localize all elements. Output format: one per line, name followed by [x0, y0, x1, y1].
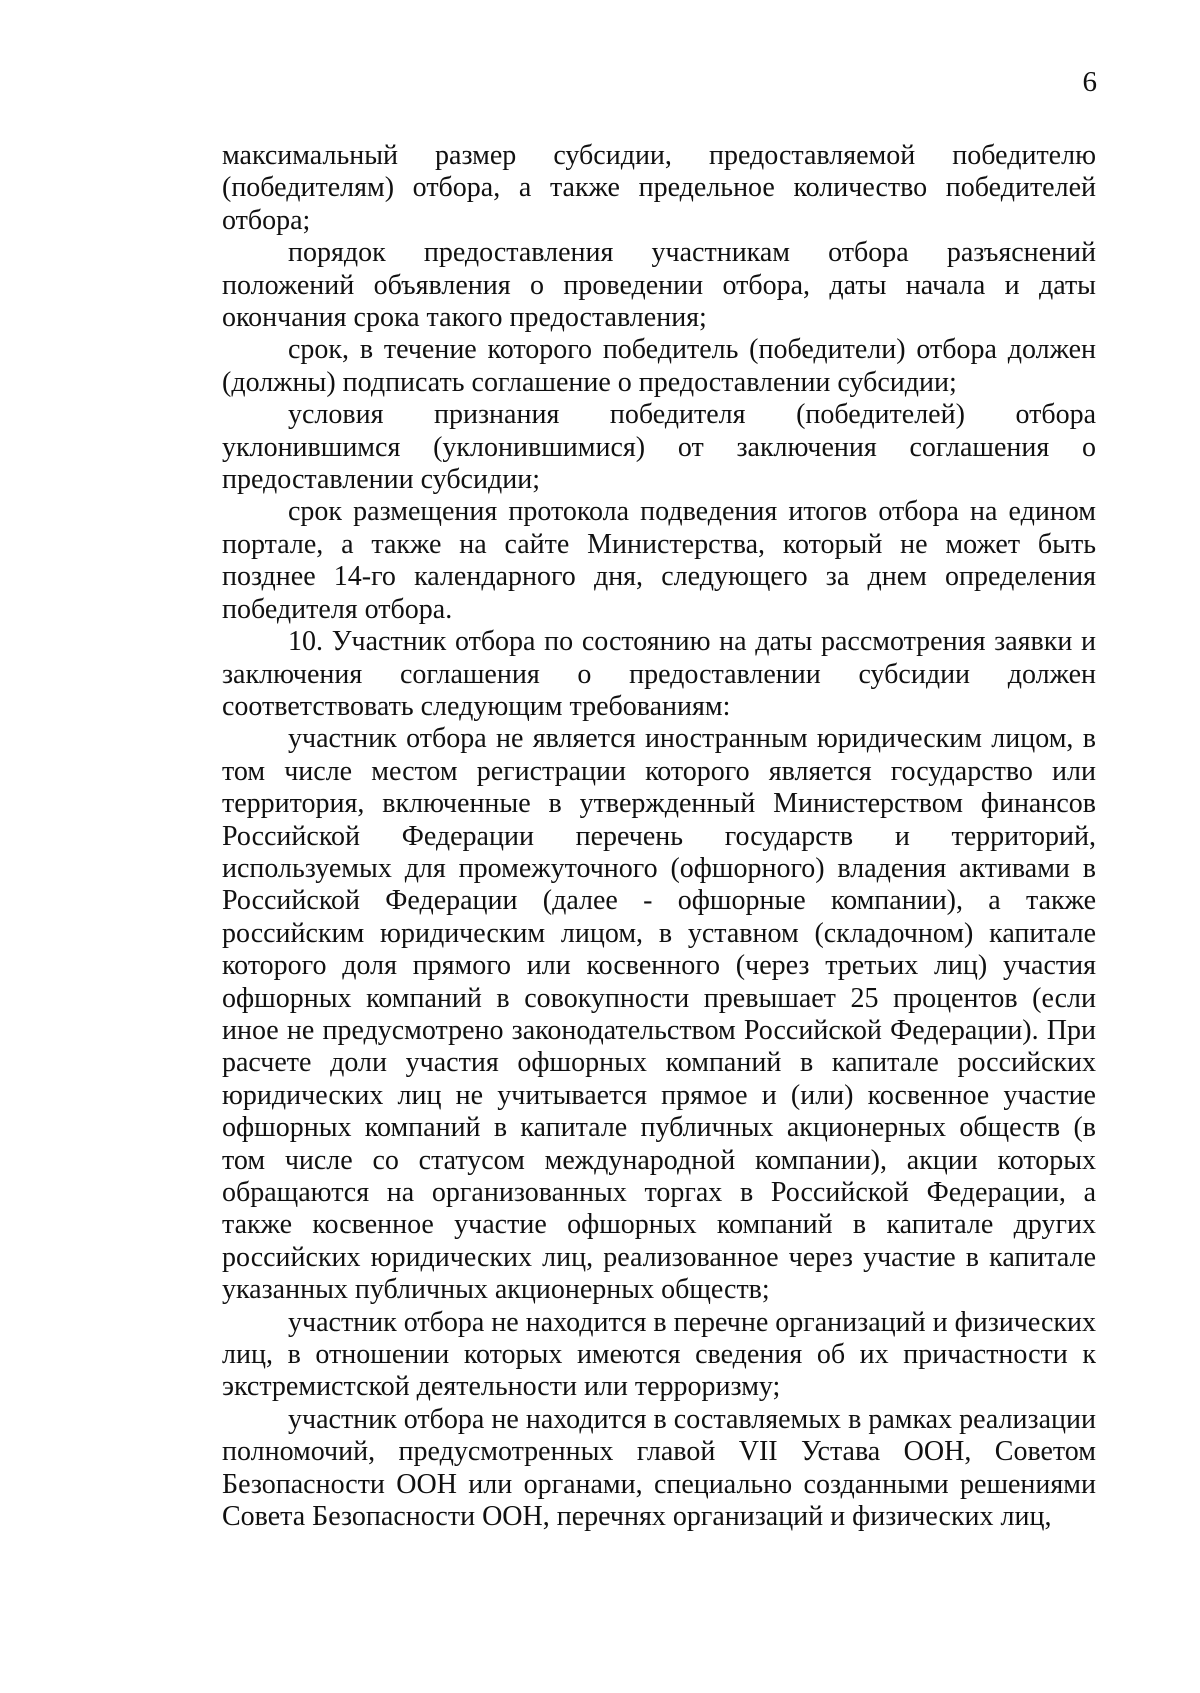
paragraph-extremism-requirement: участник отбора не находится в перечне организаций и физических лиц, в отношении которых имеются сведения об их причастности к экстремистской деятельности или терроризму;	[222, 1306, 1096, 1403]
paragraph-max-subsidy: максимальный размер субсидии, предоставляемой победителю (победителям) отбора, а также предельное количество победителей отбора;	[222, 140, 1096, 236]
document-body	[222, 140, 1096, 1533]
paragraph-protocol-publication: срок размещения протокола подведения итогов отбора на едином портале, а также на сайте Министерства, который не может быть позднее 14-го календарного дня, следующего за днем определения победителя отбора.	[222, 496, 1096, 625]
paragraph-item-10: 10. Участник отбора по состоянию на даты рассмотрения заявки и заключения соглашения о предоставлении субсидии должен соответствовать следующим требованиям:	[222, 626, 1096, 722]
paragraph-un-sanctions-requirement: участник отбора не находится в составляемых в рамках реализации полномочий, предусмотренных главой VII Устава ООН, Советом Безопасности ООН или органами, специально созданными решениями Совета Безопасности ООН, перечнях организаций и физических лиц,	[222, 1403, 1096, 1533]
paragraph-evasion-conditions: условия признания победителя (победителей) отбора уклонившимся (уклонившимися) от заключения соглашения о предоставлении субсидии;	[222, 399, 1096, 496]
paragraph-offshore-requirement: участник отбора не является иностранным юридическим лицом, в том числе местом регистрации которого является государство или территория, включенные в утвержденный Министерством финансов Российской Федерации перечень государств и территорий, используемых для промежуточного (офшорного) владения активами в Российской Федерации (далее - офшорные компании), а также российским юридическим лицом, в уставном (складочном) капитале которого доля прямого или косвенного (через третьих лиц) участия офшорных компаний в совокупности превышает 25 процентов (если иное не предусмотрено законодательством Российской Федерации). При расчете доли участия офшорных компаний в капитале российских юридических лиц не учитывается прямое и (или) косвенное участие офшорных компаний в капитале публичных акционерных обществ (в том числе со статусом международной компании), акции которых обращаются на организованных торгах в Российской Федерации, а также косвенное участие офшорных компаний в капитале других российских юридических лиц, реализованное через участие в капитале указанных публичных акционерных обществ;	[222, 723, 1096, 1306]
paragraph-signing-deadline: срок, в течение которого победитель (победители) отбора должен (должны) подписать соглашение о предоставлении субсидии;	[222, 334, 1096, 398]
page-number: 6	[1082, 66, 1097, 98]
paragraph-clarification-procedure: порядок предоставления участникам отбора разъяснений положений объявления о проведении отбора, даты начала и даты окончания срока такого предоставления;	[222, 237, 1096, 334]
